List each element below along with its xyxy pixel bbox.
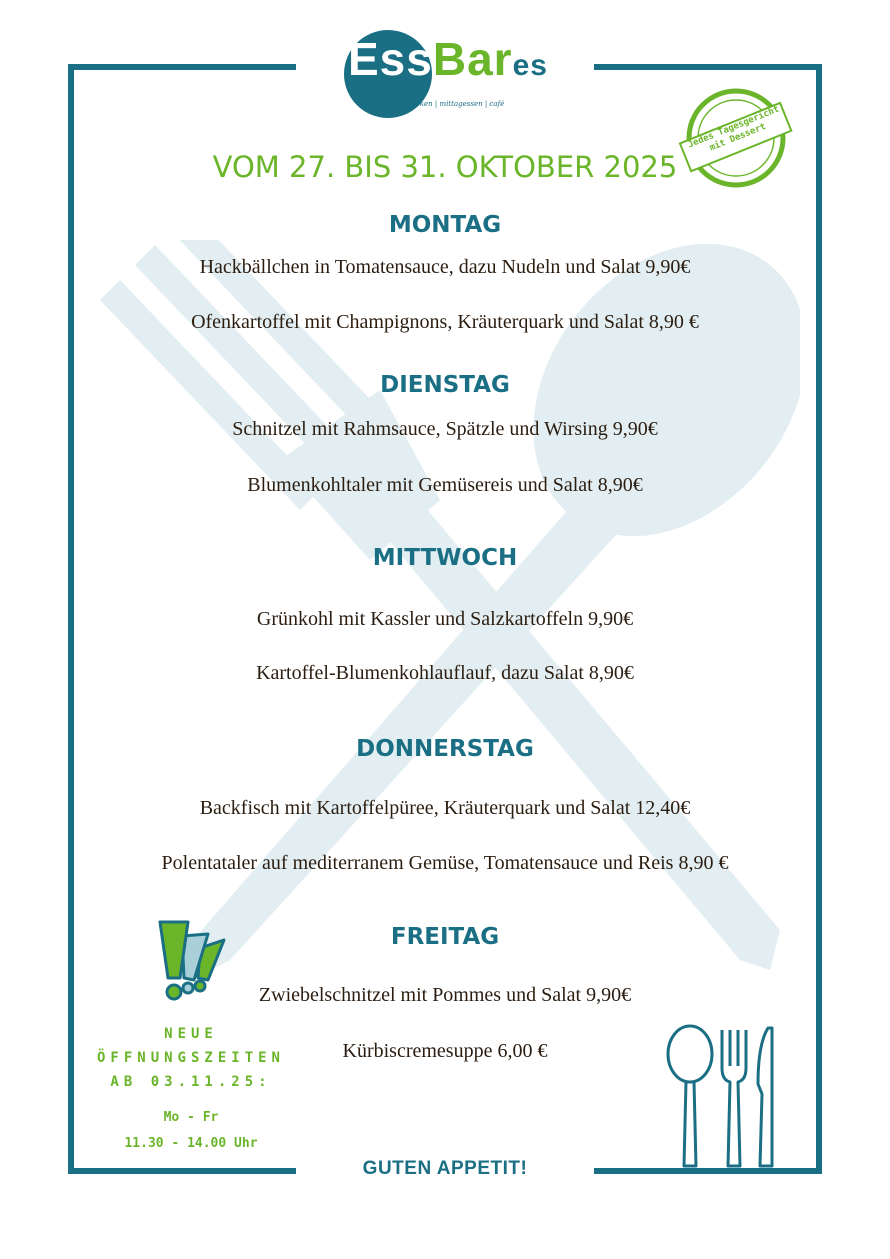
- brand-logo: [340, 20, 560, 120]
- dish-donnerstag-2: Polentataler auf mediterranem Gemüse, Tomatensauce und Reis 8,90 €: [161, 852, 729, 874]
- opening-hours-heading: [86, 1022, 296, 1094]
- frame-top-right: [594, 64, 822, 70]
- dish-mittwoch-1: Grünkohl mit Kassler und Salzkartoffeln 9,90€: [256, 608, 634, 630]
- menu-date-range: VOM 27. BIS 31. OKTOBER 2025: [212, 150, 678, 184]
- closing-greeting: GUTEN APPETIT!: [362, 1158, 528, 1179]
- dish-donnerstag-1: Backfisch mit Kartoffelpüree, Kräuterquark und Salat 12,40€: [199, 797, 691, 819]
- brand-tagline: frühstücken | mittagessen | café: [390, 100, 505, 108]
- frame-top-left: [68, 64, 296, 70]
- day-heading-dienstag: DIENSTAG: [380, 372, 510, 398]
- stamp-text: Jedes Tagesgericht mit Dessert: [686, 104, 781, 154]
- dish-mittwoch-2: Kartoffel-Blumenkohlauflauf, dazu Salat 8,90€: [256, 662, 634, 684]
- opening-hours-line1: NEUE: [164, 1026, 218, 1042]
- opening-hours-times: 11.30 - 14.00 Uhr: [124, 1136, 258, 1151]
- brand-wordmark: [348, 32, 548, 86]
- brand-name-es: es: [512, 49, 548, 82]
- frame-bottom-left: [68, 1168, 296, 1174]
- opening-hours-line3: AB 03.11.25:: [110, 1074, 272, 1090]
- opening-hours-days: Mo - Fr: [163, 1110, 219, 1125]
- dish-dienstag-1: Schnitzel mit Rahmsauce, Spätzle und Wirsing 9,90€: [232, 418, 658, 440]
- brand-name-bar: Bar: [432, 33, 513, 85]
- dish-montag-1: Hackbällchen in Tomatensauce, dazu Nudeln und Salat 9,90€: [199, 256, 691, 278]
- day-heading-montag: MONTAG: [388, 212, 502, 238]
- brand-name-ess: Ess: [348, 33, 433, 85]
- dish-freitag-1: Zwiebelschnitzel mit Pommes und Salat 9,90€: [258, 984, 632, 1006]
- day-heading-freitag: FREITAG: [390, 924, 500, 950]
- exclamation-marks-icon: [150, 918, 228, 1002]
- dish-dienstag-2: Blumenkohltaler mit Gemüsereis und Salat 8,90€: [247, 474, 643, 496]
- cutlery-outline-icon: [660, 1024, 780, 1170]
- day-heading-donnerstag: DONNERSTAG: [356, 736, 534, 762]
- dish-freitag-2: Kürbiscremesuppe 6,00 €: [342, 1040, 548, 1062]
- dish-montag-2: Ofenkartoffel mit Champignons, Kräuterquark und Salat 8,90 €: [191, 311, 699, 333]
- day-heading-mittwoch: MITTWOCH: [372, 545, 518, 571]
- opening-hours-line2: ÖFFNUNGSZEITEN: [96, 1050, 285, 1066]
